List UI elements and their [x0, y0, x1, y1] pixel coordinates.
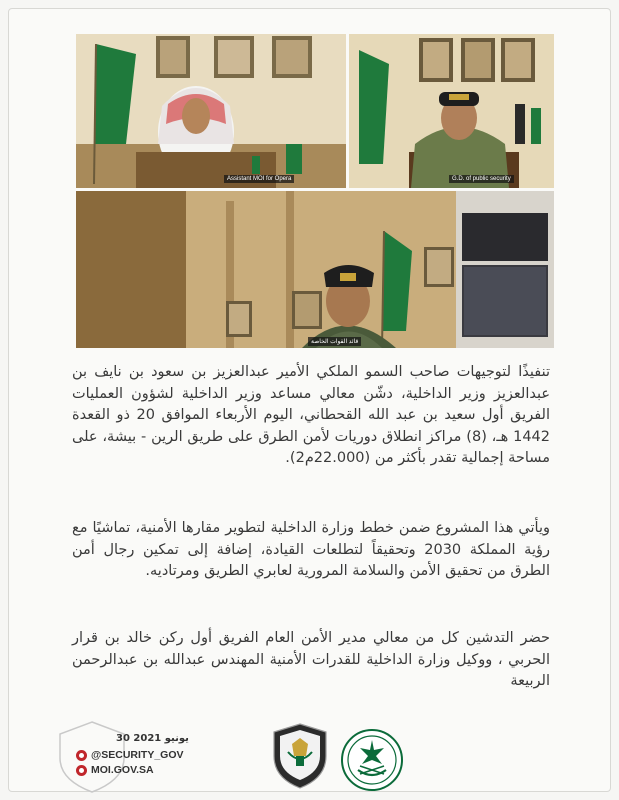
globe-icon	[76, 765, 87, 776]
participant-label: G.D. of public security	[449, 175, 514, 183]
website-url: MOI.GOV.SA	[91, 764, 154, 776]
video-frame-image	[76, 34, 346, 188]
participant-label: قائد القوات الخاصة	[308, 337, 361, 346]
website-link[interactable]	[76, 763, 184, 778]
social-links	[76, 748, 184, 778]
footer-contact	[54, 718, 204, 790]
twitter-handle: @SECURITY_GOV	[91, 749, 184, 761]
article-paragraph-1: تنفيذًا لتوجيهات صاحب السمو الملكي الأمير عبدالعزيز بن سعود بن نايف بن عبدالعزيز وزير الداخلية، دشّن معالي مساعد وزير الداخلية لشؤون العمليات الفريق أول سعيد بن عبد الله القحطاني، اليوم الأربعاء الموافق 20 ذو القعدة 1442 هـ، (8) مراكز انطلاق دوريات لأمن الطرق على طريق الرين - بيشة، على مساحة إجمالية تقدر بأكثر من (22.000م2).	[72, 364, 550, 466]
twitter-icon	[76, 750, 87, 761]
ministry-of-interior-logo	[340, 728, 404, 792]
video-tile-special-forces-commander	[76, 191, 554, 348]
video-conference-collage	[76, 34, 554, 348]
video-frame-image	[349, 34, 554, 188]
video-tile-public-security-director	[349, 34, 554, 188]
public-security-logo	[270, 722, 330, 790]
participant-label: Assistant MOI for Opera	[224, 175, 294, 183]
video-tile-assistant-minister	[76, 34, 346, 188]
article-paragraph-3: حضر التدشين كل من معالي مدير الأمن العام الفريق أول ركن خالد بن قرار الحربي ، ووكيل وزارة الداخلية للقدرات الأمنية المهندس عبدالله بن عبدالرحمن الربيعة	[72, 630, 550, 689]
publish-date: 30 يونيو 2021	[116, 733, 189, 744]
video-frame-image	[76, 191, 554, 348]
twitter-link[interactable]	[76, 748, 184, 763]
article-paragraph-2: ويأتي هذا المشروع ضمن خطط وزارة الداخلية لتطوير مقارها الأمنية، تماشيًا مع رؤية المملكة 2030 وتحقيقاً لتطلعات القيادة، إضافة إلى تمكين رجال أمن الطرق من تحقيق الأمن والسلامة المرورية لعابري الطريق ومرتاديه.	[72, 520, 550, 579]
